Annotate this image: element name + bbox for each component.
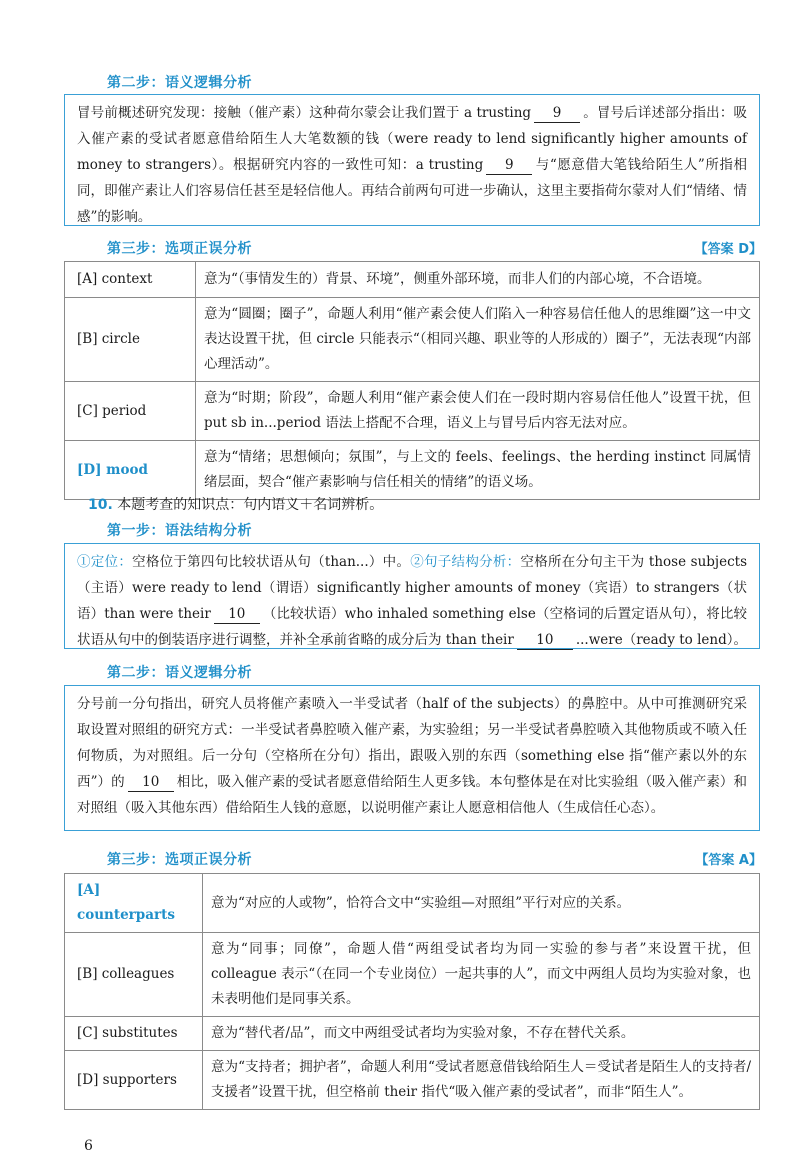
q10-number: 10. <box>88 497 113 513</box>
q9-step3-heading: 第三步：选项正误分析 <box>107 241 252 257</box>
option-label: [B] colleagues <box>65 933 203 1017</box>
q9-step2-box <box>64 94 760 226</box>
q10-step2-heading: 第二步：语义逻辑分析 <box>107 665 252 681</box>
option-row <box>65 1017 760 1051</box>
q9-step2-text: 。冒号后详述部分指出：吸入催产素的受试者愿意借给陌生人大笔数额的钱（were ready to lend significantly higher amounts of money to strangers）。根据研究内容的一致性可知：a trusting <box>77 105 747 173</box>
option-row <box>65 262 760 298</box>
option-row <box>65 382 760 441</box>
option-label: [C] period <box>65 382 196 441</box>
option-row <box>65 298 760 382</box>
option-text: 意为“情绪；思想倾向；氛围”，与上文的 feels、feelings、the herding instinct 同属情绪层面，契合“催产素影响与信任相关的情绪”的语义场。 <box>196 441 760 500</box>
option-text: 意为“同事；同僚”，命题人借“两组受试者均为同一实验的参与者”来设置干扰，但 colleague 表示“（在同一个专业岗位）一起共事的人”，而文中两组人员均为实验对象，也未表明他们是同事关系。 <box>203 933 760 1017</box>
q10-step3-heading: 第三步：选项正误分析 <box>107 852 252 868</box>
option-text: 意为“圆圈；圈子”，命题人利用“催产素会使人们陷入一种容易信任他人的思维圈”这一中文表达设置干扰，但 circle 只能表示“（相同兴趣、职业等的人形成的）圈子”，无法表现“内部心理活动”。 <box>196 298 760 382</box>
option-text: 意为“对应的人或物”，恰符合文中“实验组—对照组”平行对应的关系。 <box>203 874 760 933</box>
option-label-correct: [A] counterparts <box>65 874 203 933</box>
option-label: [B] circle <box>65 298 196 382</box>
option-label: [A] context <box>65 262 196 298</box>
q10-answer: 【答案 A】 <box>695 853 762 868</box>
q9-step2-text: 冒号前概述研究发现：接触（催产素）这种荷尔蒙会让我们置于 a trusting <box>77 105 532 121</box>
q9-options-table <box>64 261 760 500</box>
q10-blank: 10 <box>214 605 260 624</box>
q10-title <box>88 494 383 514</box>
q10-options-table <box>64 873 760 1110</box>
option-label: [D] supporters <box>65 1051 203 1110</box>
q10-step1-box <box>64 543 760 649</box>
step1-text: 空格所在分句主干为 those subjects（主语）were ready to lend（谓语）significantly higher amounts of money（宾语）to strangers（状语）than were their <box>77 554 748 622</box>
option-text: 意为“时期；阶段”，命题人利用“催产素会使人们在一段时期内容易信任他人”设置干扰，但 put sb in...period 语法上搭配不合理，语义上与冒号后内容无法对应。 <box>196 382 760 441</box>
q9-blank: 9 <box>534 104 580 123</box>
option-text: 意为“（事情发生的）背景、环境”，侧重外部环境，而非人们的内部心境，不合语境。 <box>196 262 760 298</box>
q10-blank: 10 <box>128 773 174 792</box>
q9-step2-heading: 第二步：语义逻辑分析 <box>107 75 252 91</box>
option-label-correct: [D] mood <box>65 441 196 500</box>
option-label: [C] substitutes <box>65 1017 203 1051</box>
option-row <box>65 874 760 933</box>
q10-title-text: 本题考查的知识点：句内语义＋名词辨析。 <box>117 497 384 513</box>
option-text: 意为“支持者；拥护者”，命题人利用“受试者愿意借钱给陌生人＝受试者是陌生人的支持者/支援者”设置干扰，但空格前 their 指代“吸入催产素的受试者”，而非“陌生人”。 <box>203 1051 760 1110</box>
step2-text: 分号前一分句指出，研究人员将催产素喷入一半受试者（half of the subjects）的鼻腔中。从中可推测研究采取设置对照组的研究方式：一半受试者鼻腔喷入催产素，为实验组；另一半受试者鼻腔喷入其他物质或不喷入任何物质，为对照组。后一分句（空格所在分句）指出，跟吸入别的东西（something else 指“催产素以外的东西”）的 <box>77 696 747 790</box>
q10-step1-heading: 第一步：语法结构分析 <box>107 523 252 539</box>
q10-step2-box <box>64 685 760 831</box>
q10-blank: 10 <box>517 631 573 650</box>
page-number: 6 <box>84 1138 93 1154</box>
locate-label: ①定位： <box>77 554 133 570</box>
option-row <box>65 933 760 1017</box>
step1-text: 空格位于第四句比较状语从句（than...）中。 <box>132 554 411 570</box>
step1-text: （比较状语）who inhaled something else（空格词的后置定语从句），将比较状语从句中的倒装语序进行调整，并补全承前省略的成分后为 than their <box>77 606 747 648</box>
step2-text: 相比，吸入催产素的受试者愿意借给陌生人更多钱。本句整体是在对比实验组（吸入催产素）和对照组（吸入其他东西）借给陌生人钱的意愿，以说明催产素让人愿意相信他人（生成信任心态）。 <box>77 774 747 816</box>
q9-answer: 【答案 D】 <box>694 242 762 257</box>
step1-text: ...were（ready to lend）。 <box>575 632 747 648</box>
option-row <box>65 441 760 500</box>
q9-blank: 9 <box>486 156 532 175</box>
option-text: 意为“替代者/品”，而文中两组受试者均为实验对象，不存在替代关系。 <box>203 1017 760 1051</box>
option-row <box>65 1051 760 1110</box>
q9-step2-text: 与“愿意借大笔钱给陌生人”所指相同，即催产素让人们容易信任甚至是轻信他人。再结合前两句可进一步确认，这里主要指荷尔蒙对人们“情绪、情感”的影响。 <box>77 157 747 225</box>
structure-label: ②句子结构分析： <box>410 554 521 570</box>
